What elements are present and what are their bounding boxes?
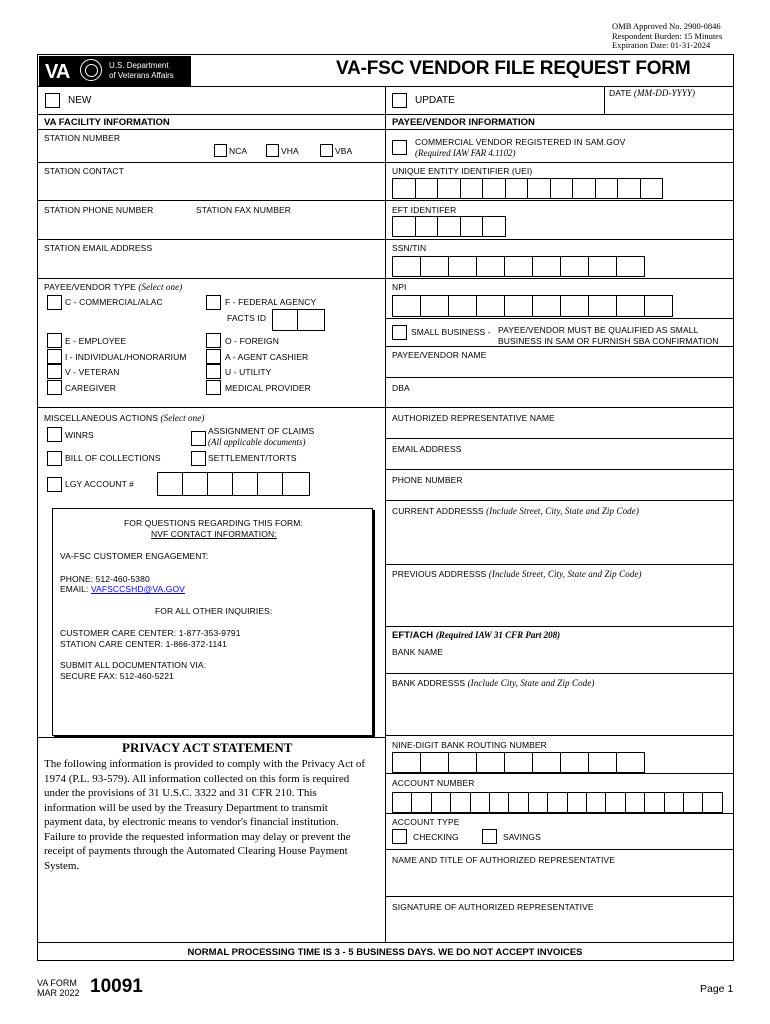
eft-cell[interactable] xyxy=(460,216,484,237)
type-u-label: U - UTILITY xyxy=(225,367,272,377)
divider xyxy=(385,673,733,674)
small-business-note-2: BUSINESS IN SAM OR FURNISH SBA CONFIRMATION xyxy=(498,336,719,346)
eft-ach-heading: EFT/ACH (Required IAW 31 CFR Part 208) xyxy=(392,630,561,641)
lgy-cell[interactable] xyxy=(257,472,284,496)
account-cell[interactable] xyxy=(683,792,703,813)
npi-cell[interactable] xyxy=(504,295,533,317)
commercial-vendor-label: COMMERCIAL VENDOR REGISTERED IN SAM.GOV xyxy=(415,137,626,147)
ssn-cell[interactable] xyxy=(560,256,589,277)
type-o-checkbox[interactable] xyxy=(206,333,221,348)
ssn-cell[interactable] xyxy=(616,256,645,277)
settlement-checkbox[interactable] xyxy=(191,451,206,466)
assignment-label: ASSIGNMENT OF CLAIMS xyxy=(208,426,315,436)
eft-cell[interactable] xyxy=(392,216,416,237)
privacy-line: under the provisions of 31 U.S.C. 3322 and 31 CFR 210. This xyxy=(44,787,317,799)
divider xyxy=(385,377,733,378)
uei-label: UNIQUE ENTITY IDENTIFIER (UEI) xyxy=(392,166,533,176)
vba-label: VBA xyxy=(335,146,353,156)
va-logo xyxy=(39,56,191,86)
type-c-checkbox[interactable] xyxy=(47,295,62,310)
divider xyxy=(385,564,733,565)
engagement-label: VA-FSC CUSTOMER ENGAGEMENT: xyxy=(60,551,209,561)
vha-checkbox[interactable] xyxy=(266,144,279,157)
routing-cell[interactable] xyxy=(420,752,449,773)
bank-name-label: BANK NAME xyxy=(392,647,443,657)
account-cell[interactable] xyxy=(431,792,451,813)
divider xyxy=(38,737,385,738)
nvf-contact-heading: NVF CONTACT INFORMATION: xyxy=(151,529,277,539)
ssn-cell[interactable] xyxy=(392,256,421,277)
npi-cell[interactable] xyxy=(420,295,449,317)
divider xyxy=(385,239,733,240)
account-cell[interactable] xyxy=(644,792,664,813)
questions-heading: FOR QUESTIONS REGARDING THIS FORM: xyxy=(124,518,303,528)
type-f-checkbox[interactable] xyxy=(206,295,221,310)
savings-label: SAVINGS xyxy=(503,832,541,842)
misc-actions-label: MISCELLANEOUS ACTIONS (Select one) xyxy=(44,413,205,423)
phone-label: PHONE NUMBER xyxy=(392,475,463,485)
payee-type-label: PAYEE/VENDOR TYPE (Select one) xyxy=(44,282,183,292)
divider xyxy=(385,896,733,897)
type-i-checkbox[interactable] xyxy=(47,349,62,364)
eft-cell[interactable] xyxy=(415,216,439,237)
winrs-label: WINRS xyxy=(65,430,94,440)
routing-cell[interactable] xyxy=(532,752,561,773)
lgy-label: LGY ACCOUNT # xyxy=(65,479,135,489)
station-number-label: STATION NUMBER xyxy=(44,133,121,143)
divider xyxy=(385,626,733,627)
small-business-checkbox[interactable] xyxy=(392,325,407,340)
divider xyxy=(385,278,733,279)
ssn-cell[interactable] xyxy=(476,256,505,277)
lgy-cell[interactable] xyxy=(232,472,259,496)
small-business-label: SMALL BUSINESS - xyxy=(411,327,491,337)
submit-docs-line1: SUBMIT ALL DOCUMENTATION VIA: xyxy=(60,660,207,670)
commercial-vendor-note: (Required IAW FAR 4.1102) xyxy=(415,148,516,158)
divider xyxy=(385,500,733,501)
lgy-cell[interactable] xyxy=(182,472,209,496)
npi-cell[interactable] xyxy=(616,295,645,317)
email-label: EMAIL ADDRESS xyxy=(392,444,462,454)
bill-checkbox[interactable] xyxy=(47,451,62,466)
dept-line-1: U.S. Department xyxy=(109,61,169,70)
divider xyxy=(385,813,733,814)
account-cell[interactable] xyxy=(528,792,548,813)
form-title: VA-FSC VENDOR FILE REQUEST FORM xyxy=(336,58,691,79)
routing-label: NINE-DIGIT BANK ROUTING NUMBER xyxy=(392,740,547,750)
form-date: MAR 2022 xyxy=(37,988,80,998)
uei-cell[interactable] xyxy=(550,178,574,199)
account-type-label: ACCOUNT TYPE xyxy=(392,817,460,827)
divider xyxy=(38,114,733,115)
ssn-cell[interactable] xyxy=(588,256,617,277)
routing-cell[interactable] xyxy=(392,752,421,773)
routing-cell[interactable] xyxy=(504,752,533,773)
account-number-label: ACCOUNT NUMBER xyxy=(392,778,475,788)
type-e-label: E - EMPLOYEE xyxy=(65,336,127,346)
npi-cell[interactable] xyxy=(588,295,617,317)
name-title-label: NAME AND TITLE OF AUTHORIZED REPRESENTATIVE xyxy=(392,855,615,865)
type-a-checkbox[interactable] xyxy=(206,349,221,364)
va-seal-icon xyxy=(80,59,102,81)
other-inquiries-heading: FOR ALL OTHER INQUIRIES: xyxy=(155,606,273,616)
npi-cell[interactable] xyxy=(476,295,505,317)
assignment-note: (All applicable documents) xyxy=(208,437,306,447)
ssn-cell[interactable] xyxy=(504,256,533,277)
privacy-line: information will be used by the Treasury Department to transmit xyxy=(44,801,328,814)
update-checkbox[interactable] xyxy=(392,93,407,108)
station-phone-label: STATION PHONE NUMBER xyxy=(44,205,154,215)
nca-checkbox[interactable] xyxy=(214,144,227,157)
page-number: Page 1 xyxy=(700,983,734,995)
divider xyxy=(38,162,385,163)
uei-cell[interactable] xyxy=(482,178,506,199)
date-input[interactable] xyxy=(606,99,732,113)
lgy-checkbox[interactable] xyxy=(47,477,62,492)
form-number: 10091 xyxy=(90,976,143,997)
facts-id-label: FACTS ID xyxy=(227,313,267,323)
ssn-cell[interactable] xyxy=(448,256,477,277)
divider xyxy=(385,438,733,439)
vba-checkbox[interactable] xyxy=(320,144,333,157)
uei-cell[interactable] xyxy=(595,178,619,199)
date-divider xyxy=(604,86,605,114)
new-checkbox[interactable] xyxy=(45,93,60,108)
npi-label: NPI xyxy=(392,282,407,292)
engagement-email: EMAIL: VAFSCCSHD@VA.GOV xyxy=(60,584,185,594)
savings-checkbox[interactable] xyxy=(482,829,497,844)
commercial-vendor-checkbox[interactable] xyxy=(392,140,407,155)
ssn-label: SSN/TIN xyxy=(392,243,427,253)
privacy-line: payment data, by electronic means to vendor's financial institution. xyxy=(44,816,339,828)
bank-address-label: BANK ADDRESSS (Include City, State and Zip Code) xyxy=(392,678,595,688)
type-v-label: V - VETERAN xyxy=(65,367,120,377)
routing-cell[interactable] xyxy=(616,752,645,773)
npi-cell[interactable] xyxy=(644,295,673,317)
processing-notice: NORMAL PROCESSING TIME IS 3 - 5 BUSINESS DAYS. WE DO NOT ACCEPT INVOICES xyxy=(187,947,583,958)
privacy-line: 1974 (P.L. 93-579). All information collected on this form is required xyxy=(44,772,350,785)
form-label-line: VA FORM xyxy=(37,978,77,988)
eft-cell[interactable] xyxy=(437,216,461,237)
ssn-cell[interactable] xyxy=(532,256,561,277)
uei-cell[interactable] xyxy=(640,178,664,199)
ssn-cell[interactable] xyxy=(420,256,449,277)
divider xyxy=(38,129,733,130)
medical-provider-label: MEDICAL PROVIDER xyxy=(225,383,311,393)
account-cell[interactable] xyxy=(586,792,606,813)
account-cell[interactable] xyxy=(392,792,412,813)
divider xyxy=(385,162,733,163)
payee-heading: PAYEE/VENDOR INFORMATION xyxy=(392,117,535,128)
omb-info xyxy=(612,22,722,51)
privacy-line: System. xyxy=(44,859,80,872)
privacy-line: receipt of payments through the Automated Clearing House Payment xyxy=(44,845,348,857)
npi-cell[interactable] xyxy=(448,295,477,317)
email-link[interactable]: VAFSCCSHD@VA.GOV xyxy=(90,584,185,594)
signature-label: SIGNATURE OF AUTHORIZED REPRESENTATIVE xyxy=(392,902,594,912)
type-a-label: A - AGENT CASHIER xyxy=(225,352,309,362)
divider xyxy=(385,773,733,774)
station-fax-label: STATION FAX NUMBER xyxy=(196,205,291,215)
account-cell[interactable] xyxy=(470,792,490,813)
type-c-label: C - COMMERCIAL/ALAC xyxy=(65,297,163,307)
account-cell[interactable] xyxy=(508,792,528,813)
account-cell[interactable] xyxy=(450,792,470,813)
previous-address-label: PREVIOUS ADDRESSS (Include Street, City, State and Zip Code) xyxy=(392,569,642,579)
medical-provider-checkbox[interactable] xyxy=(206,380,221,395)
uei-cell[interactable] xyxy=(527,178,551,199)
divider xyxy=(385,407,733,408)
uei-cell[interactable] xyxy=(460,178,484,199)
account-cell[interactable] xyxy=(702,792,722,813)
station-email-label: STATION EMAIL ADDRESS xyxy=(44,243,153,253)
uei-cell[interactable] xyxy=(392,178,416,199)
privacy-line: The following information is provided to comply with the Privacy Act of xyxy=(44,758,366,770)
privacy-title: PRIVACY ACT STATEMENT xyxy=(122,740,293,755)
account-cell[interactable] xyxy=(567,792,587,813)
small-business-note-1: PAYEE/VENDOR MUST BE QUALIFIED AS SMALL xyxy=(498,325,699,335)
npi-cell[interactable] xyxy=(392,295,421,317)
contact-info-box xyxy=(52,508,373,736)
caregiver-checkbox[interactable] xyxy=(47,380,62,395)
submit-docs-line2: SECURE FAX: 512-460-5221 xyxy=(60,671,174,681)
form-label xyxy=(37,978,80,998)
account-cell[interactable] xyxy=(605,792,625,813)
divider xyxy=(385,849,733,850)
divider xyxy=(385,735,733,736)
vha-label: VHA xyxy=(281,146,299,156)
divider xyxy=(38,200,385,201)
uei-cell[interactable] xyxy=(437,178,461,199)
privacy-line: Failure to provide the requested information may delay or prevent the xyxy=(44,830,351,843)
uei-cell[interactable] xyxy=(415,178,439,199)
account-cell[interactable] xyxy=(547,792,567,813)
routing-cell[interactable] xyxy=(560,752,589,773)
uei-cell[interactable] xyxy=(617,178,641,199)
respondent-burden: Respondent Burden: 15 Minutes xyxy=(612,30,723,41)
new-label: NEW xyxy=(68,95,92,106)
facility-heading: VA FACILITY INFORMATION xyxy=(44,117,170,128)
type-e-checkbox[interactable] xyxy=(47,333,62,348)
divider xyxy=(385,318,733,319)
bill-label: BILL OF COLLECTIONS xyxy=(65,453,161,463)
uei-cell[interactable] xyxy=(572,178,596,199)
type-o-label: O - FOREIGN xyxy=(225,336,279,346)
uei-cell[interactable] xyxy=(505,178,529,199)
type-i-label: I - INDIVIDUAL/HONORARIUM xyxy=(65,352,187,362)
account-cell[interactable] xyxy=(625,792,645,813)
facts-id-cell[interactable] xyxy=(297,309,325,331)
account-cell[interactable] xyxy=(664,792,684,813)
station-contact-label: STATION CONTACT xyxy=(44,166,124,176)
routing-cell[interactable] xyxy=(448,752,477,773)
checking-label: CHECKING xyxy=(413,832,459,842)
update-label: UPDATE xyxy=(415,95,455,106)
date-label: DATE (MM-DD-YYYY) xyxy=(609,88,696,98)
divider xyxy=(38,942,733,943)
npi-cell[interactable] xyxy=(560,295,589,317)
checking-checkbox[interactable] xyxy=(392,829,407,844)
type-u-checkbox[interactable] xyxy=(206,364,221,379)
eft-label: EFT IDENTIFER xyxy=(392,205,457,215)
va-logo-text: VA xyxy=(45,61,70,83)
divider xyxy=(38,407,385,408)
dba-label: DBA xyxy=(392,383,410,393)
facts-id-cell[interactable] xyxy=(272,309,299,331)
type-v-checkbox[interactable] xyxy=(47,364,62,379)
current-address-label: CURRENT ADDRESSS (Include Street, City, State and Zip Code) xyxy=(392,506,639,516)
divider xyxy=(385,346,733,347)
caregiver-label: CAREGIVER xyxy=(65,383,116,393)
payee-name-label: PAYEE/VENDOR NAME xyxy=(392,350,487,360)
routing-cell[interactable] xyxy=(476,752,505,773)
divider xyxy=(38,278,385,279)
assignment-checkbox[interactable] xyxy=(191,431,206,446)
customer-care-center: CUSTOMER CARE CENTER: 1-877-353-9791 xyxy=(60,628,241,638)
divider xyxy=(385,200,733,201)
privacy-text xyxy=(44,757,365,873)
account-cell[interactable] xyxy=(489,792,509,813)
dept-line-2: of Veterans Affairs xyxy=(109,71,174,80)
npi-cell[interactable] xyxy=(532,295,561,317)
eft-cell[interactable] xyxy=(482,216,506,237)
lgy-cell[interactable] xyxy=(282,472,310,496)
divider xyxy=(38,239,385,240)
auth-rep-label: AUTHORIZED REPRESENTATIVE NAME xyxy=(392,413,555,423)
winrs-checkbox[interactable] xyxy=(47,427,62,442)
lgy-cell[interactable] xyxy=(157,472,184,496)
nca-label: NCA xyxy=(229,146,248,156)
divider xyxy=(385,469,733,470)
settlement-label: SETTLEMENT/TORTS xyxy=(208,453,297,463)
engagement-phone: PHONE: 512-460-5380 xyxy=(60,574,150,584)
omb-number: OMB Approved No. 2900-0846 xyxy=(612,21,721,31)
account-cell[interactable] xyxy=(411,792,431,813)
lgy-cell[interactable] xyxy=(207,472,234,496)
type-f-label: F - FEDERAL AGENCY xyxy=(225,297,317,307)
routing-cell[interactable] xyxy=(588,752,617,773)
expiration-date: Expiration Date: 01-31-2024 xyxy=(612,40,711,50)
station-care-center: STATION CARE CENTER: 1-866-372-1141 xyxy=(60,639,227,649)
